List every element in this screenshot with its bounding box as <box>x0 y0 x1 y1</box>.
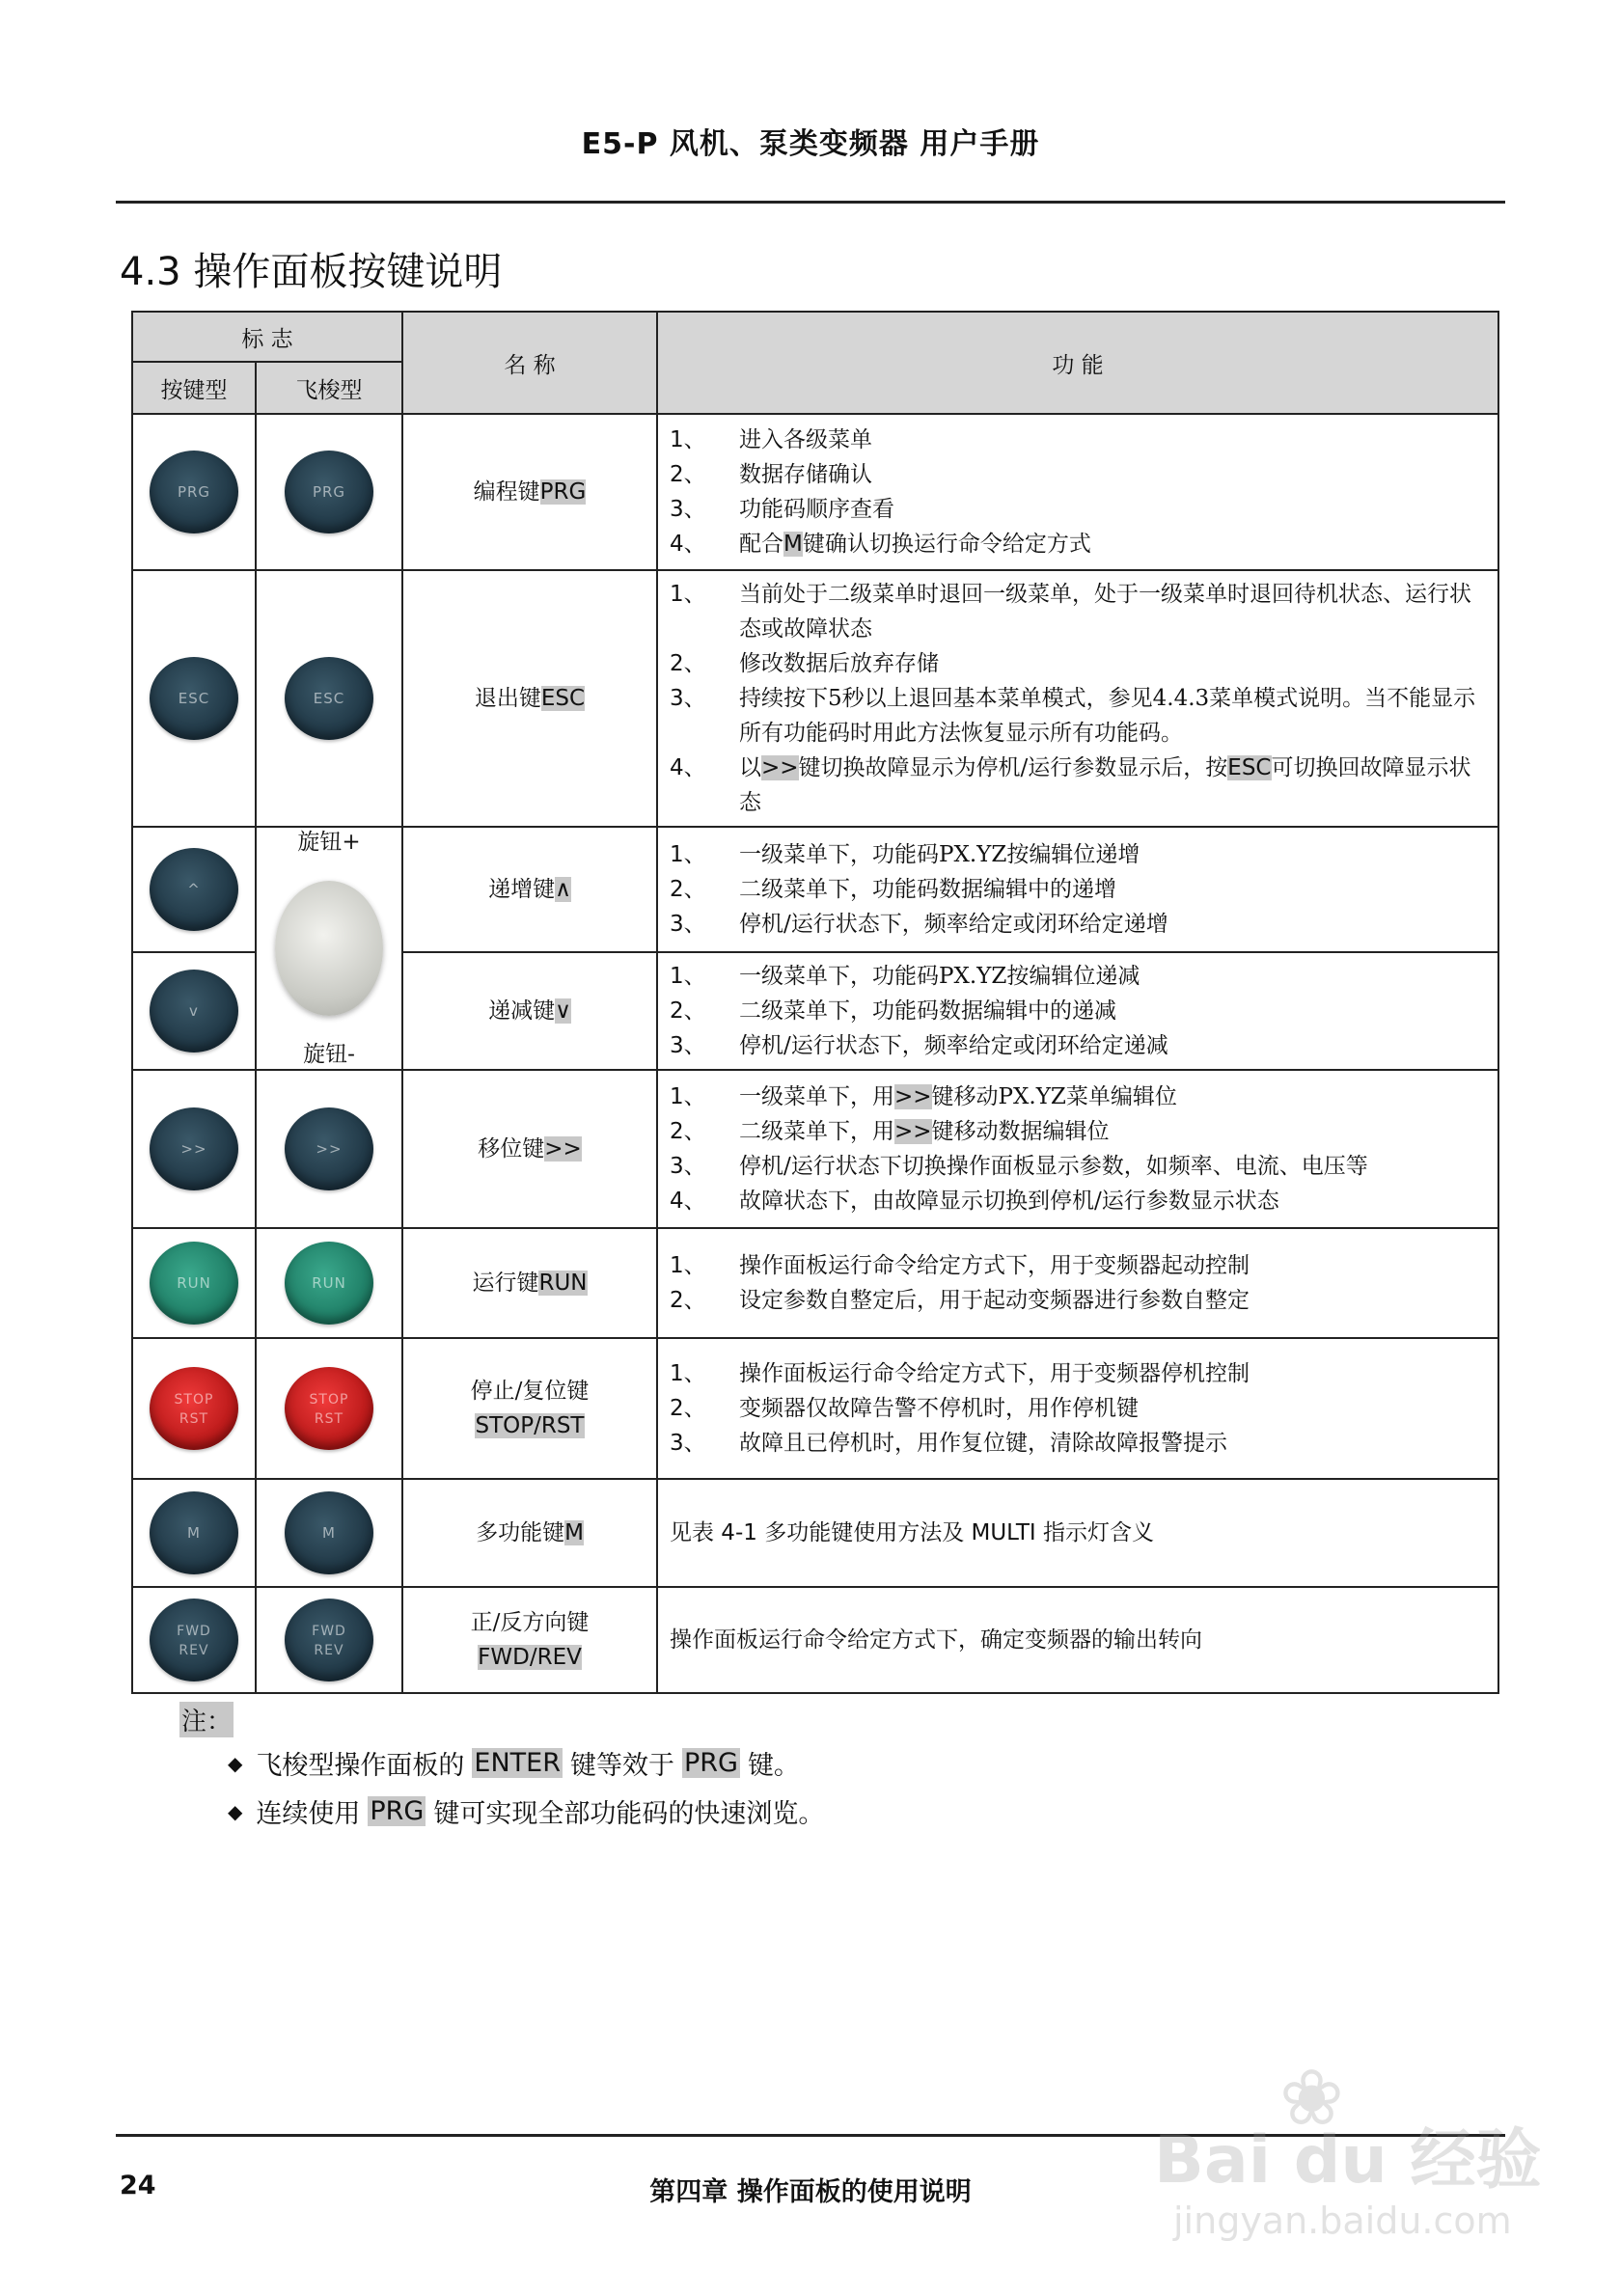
prg-button-icon: PRG <box>150 451 238 533</box>
col-header-mark: 标 志 <box>132 312 402 362</box>
key-function: 1、 当前处于二级菜单时退回一级菜单，处于一级菜单时退回待机状态、运行状态或故障状态 2、 修改数据后放弃存储 3、 持续按下5秒以上退回基本菜单模式，参见4.4.3菜单模式说明。当不能显示所有功能码时用此方法恢复显示所有功能码。 4、 以>>键切换故障显示为停机/运行参数显示后，按ESC可切换回故障显示状态 <box>657 570 1498 827</box>
key-name: 编程键PRG <box>402 414 657 570</box>
table-row <box>132 1587 1498 1693</box>
key-function: 1、 操作面板运行命令给定方式下，用于变频器起动控制 2、 设定参数自整定后，用于起动变频器进行参数自整定 <box>657 1228 1498 1338</box>
run-shuttle-icon: RUN <box>285 1242 373 1325</box>
run-button-icon: RUN <box>150 1242 238 1325</box>
col-header-shuttle-type: 飞梭型 <box>256 362 402 414</box>
shift-shuttle-icon: >> <box>285 1107 373 1190</box>
key-function: 1、 一级菜单下，功能码PX.YZ按编辑位递减 2、 二级菜单下，功能码数据编辑中的递减 3、 停机/运行状态下，频率给定或闭环给定递减 <box>657 952 1498 1070</box>
diamond-bullet-icon: ◆ <box>228 1751 243 1775</box>
watermark-brand: Bai du 经验 <box>1154 2122 1542 2199</box>
table-row <box>132 570 1498 827</box>
knob-plus-label: 旋钮+ <box>297 830 361 855</box>
section-title: 4.3 操作面板按键说明 <box>120 250 503 294</box>
document-header-title: E5-P 风机、泵类变频器 用户手册 <box>581 127 1040 161</box>
fwd-rev-button-icon: FWD REV <box>150 1599 238 1681</box>
note-item: ◆ 连续使用 PRG 键可实现全部功能码的快速浏览。 <box>228 1796 825 1829</box>
fwd-rev-shuttle-icon: FWD REV <box>285 1599 373 1681</box>
table-row <box>132 1070 1498 1228</box>
key-name: 多功能键M <box>402 1479 657 1587</box>
header-rule <box>116 201 1505 204</box>
key-name: 退出键ESC <box>402 570 657 827</box>
esc-button-icon: ESC <box>150 657 238 740</box>
note-item: ◆ 飞梭型操作面板的 ENTER 键等效于 PRG 键。 <box>228 1748 800 1781</box>
table-row <box>132 1228 1498 1338</box>
key-name: 递增键∧ <box>402 827 657 952</box>
baidu-jingyan-watermark <box>1154 2055 1569 2257</box>
key-function: 1、 进入各级菜单 2、 数据存储确认 3、 功能码顺序查看 4、 配合M键确认切换运行命令给定方式 <box>657 414 1498 570</box>
key-function: 1、 操作面板运行命令给定方式下，用于变频器停机控制 2、 变频器仅故障告警不停机时，用作停机键 3、 故障且已停机时，用作复位键，清除故障报警提示 <box>657 1338 1498 1479</box>
paw-icon: ❀ <box>1279 2053 1345 2143</box>
rotary-knob-icon <box>275 881 383 1016</box>
up-button-icon: ^ <box>150 848 238 931</box>
col-header-function: 功 能 <box>657 312 1498 414</box>
stop-button-icon: STOP RST <box>150 1367 238 1450</box>
stop-shuttle-icon: STOP RST <box>285 1367 373 1450</box>
shift-button-icon: >> <box>150 1107 238 1190</box>
key-name: 运行键RUN <box>402 1228 657 1338</box>
key-name: 正/反方向键 FWD/REV <box>402 1587 657 1693</box>
key-function: 1、 一级菜单下，用>>键移动PX.YZ菜单编辑位 2、 二级菜单下，用>>键移动数据编辑位 3、 停机/运行状态下切换操作面板显示参数，如频率、电流、电压等 4、 故障状态下，由故障显示切换到停机/运行参数显示状态 <box>657 1070 1498 1228</box>
key-name: 移位键>> <box>402 1070 657 1228</box>
table-row <box>132 414 1498 570</box>
table-row <box>132 1338 1498 1479</box>
watermark-url: jingyan.baidu.com <box>1173 2200 1512 2242</box>
knob-minus-label: 旋钮- <box>303 1042 355 1067</box>
key-description-table <box>131 311 1499 1694</box>
prg-shuttle-icon: PRG <box>285 451 373 533</box>
key-name: 停止/复位键 STOP/RST <box>402 1338 657 1479</box>
col-header-name: 名 称 <box>402 312 657 414</box>
note-label: 注： <box>179 1702 234 1737</box>
multi-button-icon: M <box>150 1491 238 1574</box>
chapter-title: 第四章 操作面板的使用说明 <box>649 2177 972 2207</box>
diamond-bullet-icon: ◆ <box>228 1799 243 1823</box>
table-row <box>132 1479 1498 1587</box>
esc-shuttle-icon: ESC <box>285 657 373 740</box>
key-function: 1、 一级菜单下，功能码PX.YZ按编辑位递增 2、 二级菜单下，功能码数据编辑中的递增 3、 停机/运行状态下，频率给定或闭环给定递增 <box>657 827 1498 952</box>
key-name: 递减键∨ <box>402 952 657 1070</box>
page-number: 24 <box>120 2171 156 2200</box>
multi-shuttle-icon: M <box>285 1491 373 1574</box>
key-function: 操作面板运行命令给定方式下，确定变频器的输出转向 <box>657 1587 1498 1693</box>
key-function: 见表 4-1 多功能键使用方法及 MULTI 指示灯含义 <box>657 1479 1498 1587</box>
down-button-icon: v <box>150 970 238 1052</box>
col-header-button-type: 按键型 <box>132 362 256 414</box>
table-row <box>132 827 1498 952</box>
